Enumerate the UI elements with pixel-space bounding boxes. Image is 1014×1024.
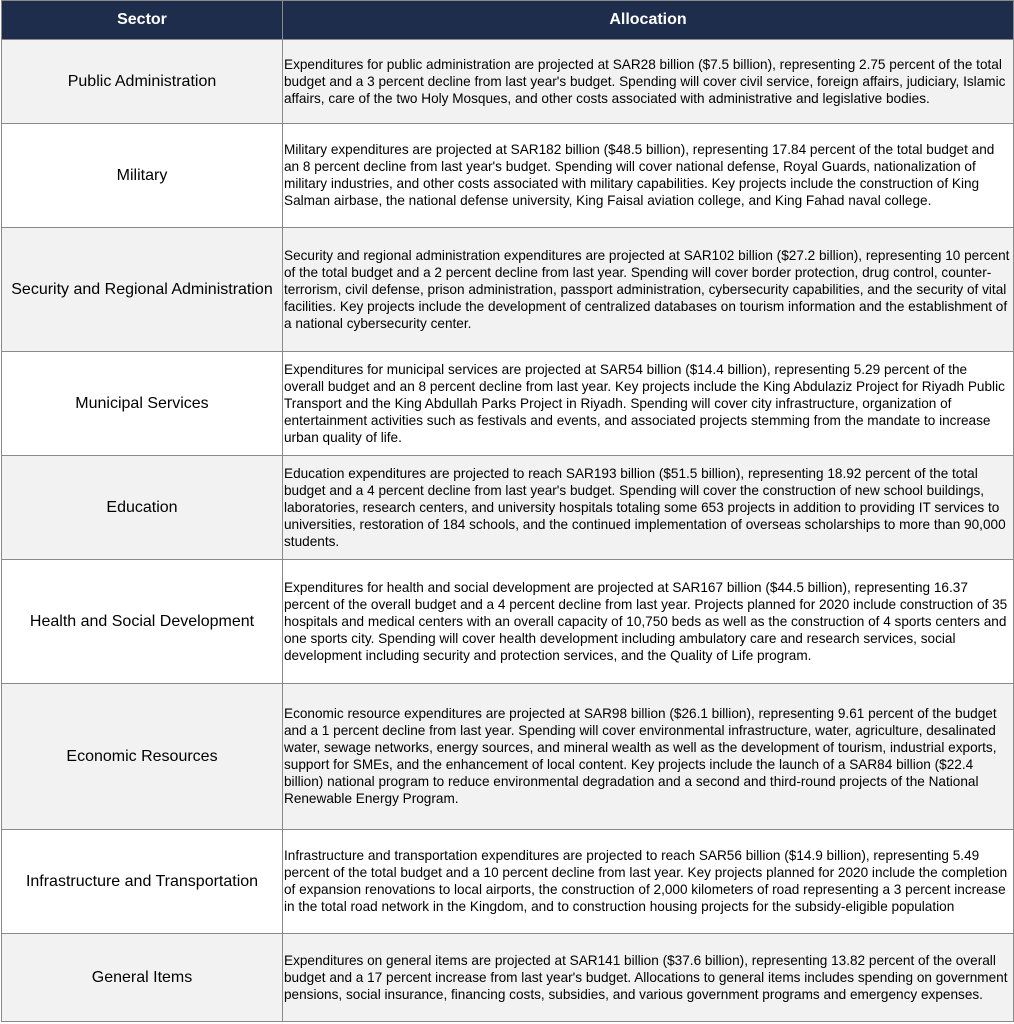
sector-cell: Health and Social Development <box>2 560 283 684</box>
allocation-cell: Infrastructure and transportation expenditures are projected to reach SAR56 billion ($14.9 billion), representing 5.49 percent of the total budget and a 10 percent decline from last year. Key projects planned for 2020 include the completion of expansion renovations to local airports, the construction of 2,000 kilometers of road representing a 3 percent increase in the total road network in the Kingdom, and to construction housing projects for the subsidy-eligible population <box>283 830 1014 934</box>
allocation-cell: Expenditures for municipal services are projected at SAR54 billion ($14.4 billion), representing 5.29 percent of the overall budget and an 8 percent decline from last year. Key projects include the King Abdulaziz Project for Riyadh Public Transport and the King Abdullah Parks Project in Riyadh. Spending will cover city infrastructure, organization of entertainment activities such as festivals and events, and associated projects stemming from the mandate to increase urban quality of life. <box>283 352 1014 456</box>
allocation-cell: Security and regional administration expenditures are projected at SAR102 billion ($27.2 billion), representing 10 percent of the total budget and a 2 percent decline from last year. Spending will cover border protection, drug control, counter-terrorism, civil defense, prison administration, passport administration, cybersecurity capabilities, and the security of vital facilities. Key projects include the development of centralized databases on tourism information and the establishment of a national cybersecurity center. <box>283 228 1014 352</box>
header-row <box>2 1 1014 40</box>
allocation-cell: Expenditures for health and social development are projected at SAR167 billion ($44.5 billion), representing 16.37 percent of the overall budget and a 4 percent decline from last year. Projects planned for 2020 include construction of 35 hospitals and medical centers with an overall capacity of 10,750 beds as well as the construction of 4 sports centers and one sports city. Spending will cover health development including ambulatory care and research services, social development including security and protection services, and the Quality of Life program. <box>283 560 1014 684</box>
sector-column-header: Sector <box>2 1 283 40</box>
allocation-cell: Expenditures on general items are projected at SAR141 billion ($37.6 billion), representing 13.82 percent of the overall budget and a 17 percent increase from last year's budget. Allocations to general items includes spending on government pensions, social insurance, financing costs, subsidies, and various government programs and emergency expenses. <box>283 934 1014 1022</box>
table-row <box>2 560 1014 684</box>
allocation-cell: Education expenditures are projected to reach SAR193 billion ($51.5 billion), representing 18.92 percent of the total budget and a 4 percent decline from last year's budget. Spending will cover the construction of new school buildings, laboratories, research centers, and university hospitals totaling some 653 projects in addition to providing IT services to universities, restoration of 184 schools, and the continued implementation of overseas scholarships to more than 90,000 students. <box>283 456 1014 560</box>
sector-cell: Military <box>2 124 283 228</box>
sector-cell: Economic Resources <box>2 684 283 830</box>
table-row <box>2 684 1014 830</box>
sector-cell: Infrastructure and Transportation <box>2 830 283 934</box>
budget-allocation-table <box>1 0 1014 1022</box>
table-row <box>2 934 1014 1022</box>
table-row <box>2 830 1014 934</box>
allocation-cell: Military expenditures are projected at SAR182 billion ($48.5 billion), representing 17.84 percent of the total budget and an 8 percent decline from last year's budget. Spending will cover national defense, Royal Guards, nationalization of military industries, and other costs associated with military capabilities. Key projects include the construction of King Salman airbase, the national defense university, King Faisal aviation college, and King Fahad naval college. <box>283 124 1014 228</box>
sector-cell: Education <box>2 456 283 560</box>
table-row <box>2 124 1014 228</box>
sector-cell: General Items <box>2 934 283 1022</box>
table-row <box>2 228 1014 352</box>
allocation-cell: Expenditures for public administration are projected at SAR28 billion ($7.5 billion), representing 2.75 percent of the total budget and a 3 percent decline from last year's budget. Spending will cover civil service, foreign affairs, judiciary, Islamic affairs, care of the two Holy Mosques, and other costs associated with administrative and legislative bodies. <box>283 40 1014 124</box>
table-row <box>2 40 1014 124</box>
table-row <box>2 456 1014 560</box>
allocation-cell: Economic resource expenditures are projected at SAR98 billion ($26.1 billion), representing 9.61 percent of the budget and a 1 percent decline from last year. Spending will cover environmental infrastructure, water, agriculture, desalinated water, sewage networks, energy sources, and mineral wealth as well as the development of tourism, industrial exports, support for SMEs, and the enhancement of local content. Key projects include the launch of a SAR84 billion ($22.4 billion) national program to reduce environmental degradation and a second and third-round projects of the National Renewable Energy Program. <box>283 684 1014 830</box>
sector-cell: Public Administration <box>2 40 283 124</box>
table-row <box>2 352 1014 456</box>
allocation-column-header: Allocation <box>283 1 1014 40</box>
sector-cell: Security and Regional Administration <box>2 228 283 352</box>
sector-cell: Municipal Services <box>2 352 283 456</box>
